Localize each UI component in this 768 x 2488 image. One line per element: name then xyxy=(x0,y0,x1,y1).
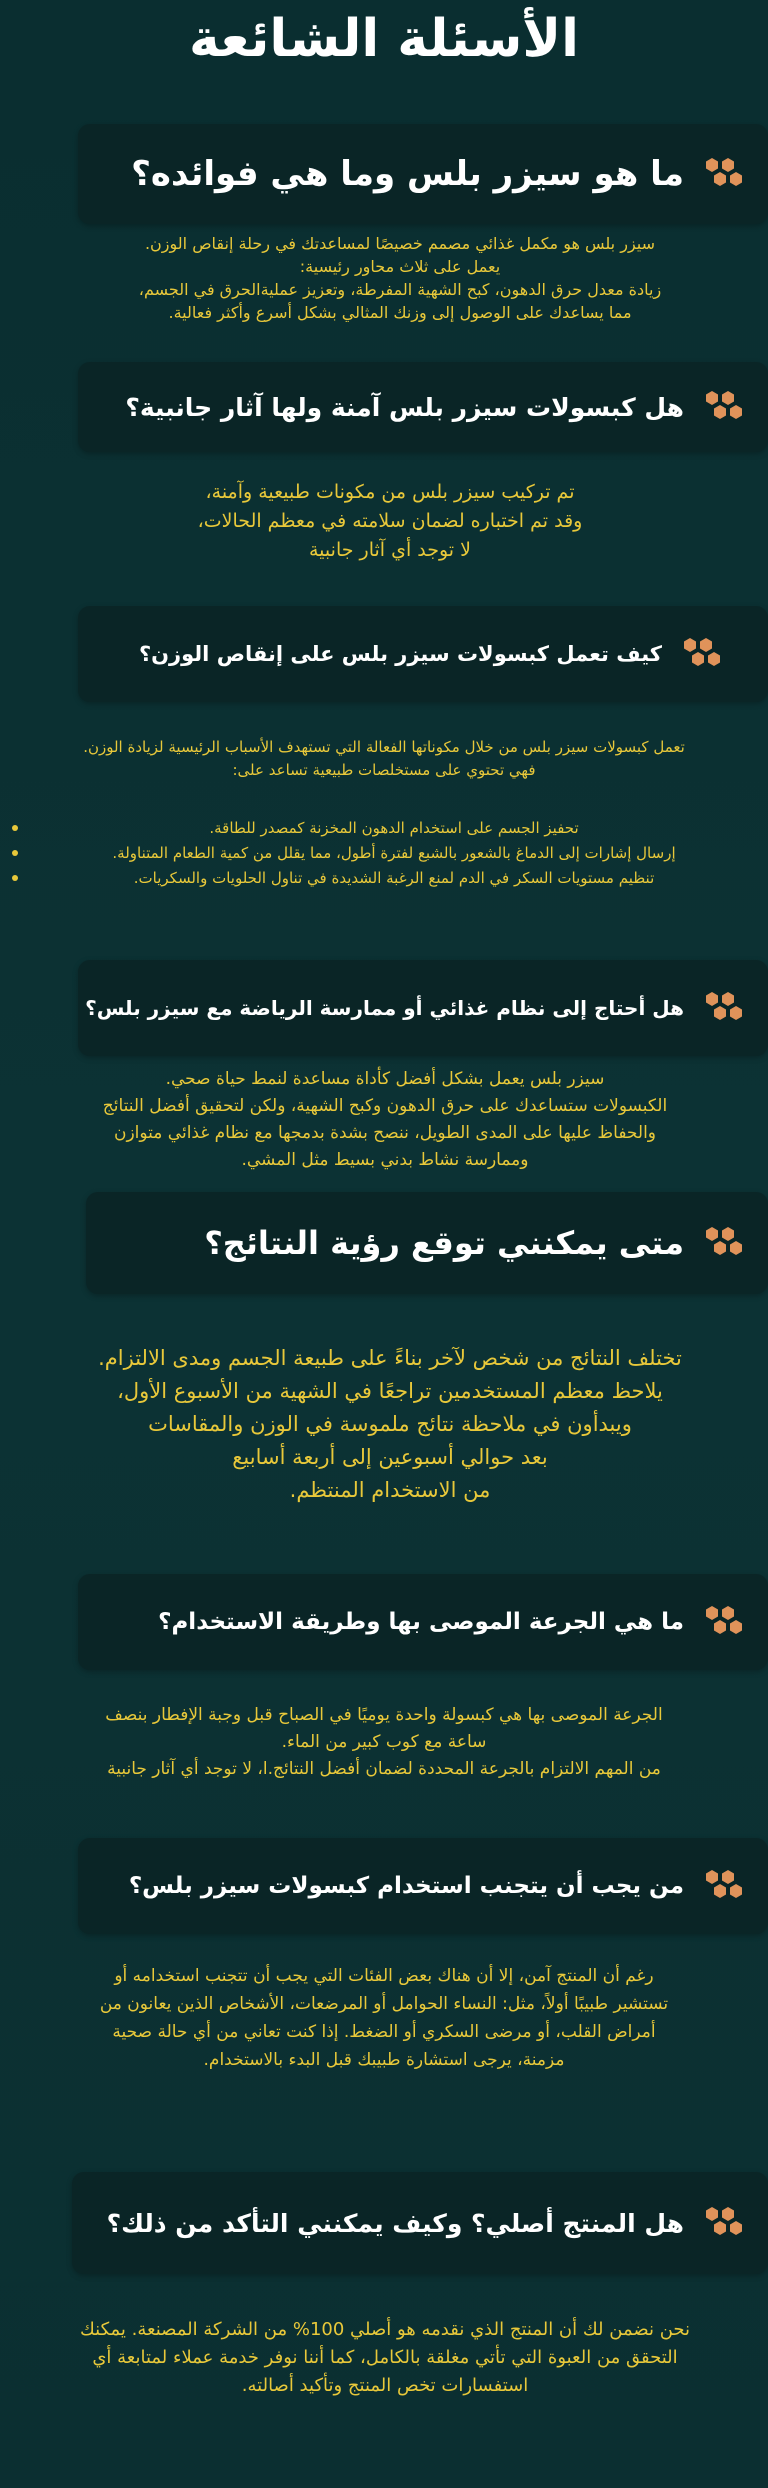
answer-line: مما يساعدك على الوصول إلى وزنك المثالي بشكل أسرع وأكثر فعالية. xyxy=(168,303,632,322)
answer-line: من الاستخدام المنتظم. xyxy=(289,1478,491,1502)
hexagon-cluster-icon xyxy=(698,2201,746,2245)
faq-question: هل المنتج أصلي؟ وكيف يمكنني التأكد من ذلك؟ xyxy=(106,2208,684,2238)
answer-line: لا توجد أي آثار جانبية xyxy=(309,539,471,561)
benefit-list xyxy=(0,816,768,891)
list-item-text: إرسال إشارات إلى الدماغ بالشعور بالشبع لفترة أطول، مما يقلل من كمية الطعام المتناولة. xyxy=(112,844,676,862)
answer-line: سيزر بلس هو مكمل غذائي مصمم خصيصًا لمساعدتك في رحلة إنقاص الوزن. xyxy=(144,234,656,253)
answer-line: ساعة مع كوب كبير من الماء. xyxy=(281,1732,487,1752)
answer-line: ويبدأون في ملاحظة نتائج ملموسة في الوزن والمقاسات xyxy=(148,1412,632,1436)
faq-question-card[interactable] xyxy=(86,1192,768,1294)
faq-answer xyxy=(10,1702,758,1783)
answer-line: فهي تحتوي على مستخلصات طبيعية تساعد على: xyxy=(232,761,536,779)
faq-question: ما هي الجرعة الموصى بها وطريقة الاستخدام؟ xyxy=(158,1609,684,1635)
faq-answer xyxy=(30,2316,740,2400)
faq-question-card[interactable] xyxy=(78,1574,768,1670)
bullet-dot xyxy=(12,850,18,856)
answer-line: سيزر بلس يعمل بشكل أفضل كأداة مساعدة لنمط حياة صحي. xyxy=(165,1069,605,1089)
bullet-dot xyxy=(12,825,18,831)
faq-question-card[interactable] xyxy=(78,362,768,452)
bullet-dot xyxy=(12,875,18,881)
answer-line: تختلف النتائج من شخص لآخر بناءً على طبيعة الجسم ومدى الالتزام. xyxy=(98,1346,682,1370)
faq-question-card[interactable] xyxy=(72,2172,768,2274)
list-item-text: تحفيز الجسم على استخدام الدهون المخزنة كمصدر للطاقة. xyxy=(209,819,579,837)
answer-line: بعد حوالي أسبوعين إلى أربعة أسابيع xyxy=(232,1445,548,1469)
faq-question: من يجب أن يتجنب استخدام كبسولات سيزر بلس؟ xyxy=(128,1873,684,1899)
answer-line: نحن نضمن لك أن المنتج الذي نقدمه هو أصلي 100% من الشركة المصنعة. يمكنك xyxy=(79,2319,691,2340)
answer-line: يلاحظ معظم المستخدمين تراجعًا في الشهية من الأسبوع الأول، xyxy=(117,1379,663,1403)
hexagon-cluster-icon xyxy=(698,1864,746,1908)
faq-question: ما هو سيزر بلس وما هي فوائده؟ xyxy=(131,154,684,194)
answer-line: استفسارات تخص المنتج وتأكيد أصالته. xyxy=(241,2375,529,2396)
hexagon-cluster-icon xyxy=(698,385,746,429)
answer-line: تعمل كبسولات سيزر بلس من خلال مكوناتها الفعالة التي تستهدف الأسباب الرئيسية لزيادة الوزن. xyxy=(83,738,685,756)
faq-question-card[interactable] xyxy=(78,1838,768,1934)
answer-line: الجرعة الموصى بها هي كبسولة واحدة يوميًا في الصباح قبل وجبة الإفطار بنصف xyxy=(105,1705,663,1725)
faq-answer xyxy=(100,232,700,324)
hexagon-cluster-icon xyxy=(698,152,746,196)
faq-answer xyxy=(14,1962,754,2074)
answer-line: يعمل على ثلاث محاور رئيسية: xyxy=(299,257,501,276)
faq-question: كيف تعمل كبسولات سيزر بلس على إنقاص الوزن؟ xyxy=(138,642,662,666)
answer-line: وقد تم اختباره لضمان سلامته في معظم الحالات، xyxy=(197,510,583,532)
faq-answer xyxy=(50,1342,730,1507)
list-item xyxy=(0,841,768,866)
answer-line: رغم أن المنتج آمن، إلا أن هناك بعض الفئات التي يجب أن تتجنب استخدامه أو xyxy=(114,1966,654,1986)
answer-line: تستشير طبيبًا أولاً، مثل: النساء الحوامل أو المرضعات، الأشخاص الذين يعانون من xyxy=(99,1994,669,2014)
answer-line: والحفاظ عليها على المدى الطويل، ننصح بشدة بدمجها مع نظام غذائي متوازن xyxy=(113,1123,657,1143)
faq-question-card[interactable] xyxy=(78,960,768,1056)
faq-question: متى يمكنني توقع رؤية النتائج؟ xyxy=(204,1224,684,1262)
hexagon-cluster-icon xyxy=(698,1600,746,1644)
faq-answer xyxy=(180,478,600,565)
faq-question-card[interactable] xyxy=(78,124,768,224)
page-title: الأسئلة الشائعة xyxy=(189,9,579,69)
hexagon-cluster-icon xyxy=(698,1221,746,1265)
faq-question: هل كبسولات سيزر بلس آمنة ولها آثار جانبية؟ xyxy=(125,392,684,422)
faq-question-card[interactable] xyxy=(78,606,768,702)
answer-line: زيادة معدل حرق الدهون، كبح الشهية المفرطة، وتعزيز عمليةالحرق في الجسم، xyxy=(138,280,662,299)
faq-answer xyxy=(40,1066,730,1174)
answer-line: مزمنة، يرجى استشارة طبيبك قبل البدء بالاستخدام. xyxy=(203,2050,565,2070)
answer-line: من المهم الالتزام بالجرعة المحددة لضمان أفضل النتائج.ا، لا توجد أي آثار جانبية xyxy=(107,1759,661,1779)
list-item-text: تنظيم مستويات السكر في الدم لمنع الرغبة الشديدة في تناول الحلويات والسكريات. xyxy=(133,869,655,887)
faq-question: هل أحتاج إلى نظام غذائي أو ممارسة الرياضة مع سيزر بلس؟ xyxy=(85,996,684,1020)
answer-line: وممارسة نشاط بدني بسيط مثل المشي. xyxy=(241,1150,529,1170)
answer-line: أمراض القلب، أو مرضى السكري أو الضغط. إذا كنت تعاني من أي حالة صحية xyxy=(112,2022,656,2042)
answer-line: التحقق من العبوة التي تأتي مغلقة بالكامل، كما أننا نوفر خدمة عملاء لمتابعة أي xyxy=(92,2347,678,2368)
hexagon-cluster-icon xyxy=(698,986,746,1030)
faq-answer xyxy=(4,736,764,782)
hexagon-cluster-icon xyxy=(676,632,724,676)
answer-line: تم تركيب سيزر بلس من مكونات طبيعية وآمنة، xyxy=(205,481,575,503)
answer-line: الكبسولات ستساعدك على حرق الدهون وكبح الشهية، ولكن لتحقيق أفضل النتائج xyxy=(102,1096,668,1116)
list-item xyxy=(0,866,768,891)
list-item xyxy=(0,816,768,841)
